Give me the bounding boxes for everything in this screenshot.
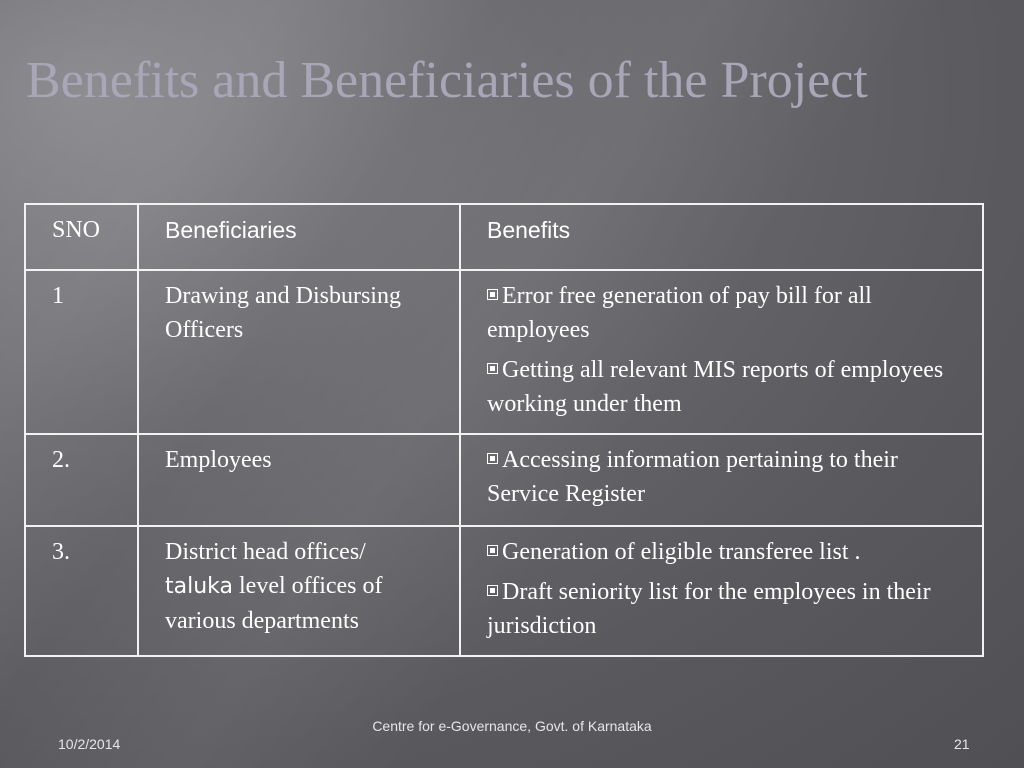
footer-organization: Centre for e-Governance, Govt. of Karnataka xyxy=(372,718,652,734)
beneficiary-text-taluka: taluka xyxy=(165,574,233,599)
benefit-item xyxy=(487,279,970,347)
beneficiaries-table xyxy=(24,203,982,639)
cell-beneficiary: Drawing and Disbursing Officers xyxy=(138,270,460,434)
cell-sno: 3. xyxy=(25,526,138,656)
cell-sno: 1 xyxy=(25,270,138,434)
square-bullet-icon xyxy=(487,453,498,464)
slide-title: Benefits and Beneficiaries of the Project xyxy=(26,52,868,109)
table-row xyxy=(25,270,983,434)
benefit-text: Generation of eligible transferee list . xyxy=(502,539,861,565)
header-benefits: Benefits xyxy=(460,204,983,270)
cell-sno: 2. xyxy=(25,434,138,526)
benefit-item xyxy=(487,443,970,511)
square-bullet-icon xyxy=(487,585,498,596)
square-bullet-icon xyxy=(487,363,498,374)
footer-date: 10/2/2014 xyxy=(58,736,121,752)
square-bullet-icon xyxy=(487,289,498,300)
cell-beneficiary: Employees xyxy=(138,434,460,526)
square-bullet-icon xyxy=(487,545,498,556)
beneficiary-text-part2: level offices of various departments xyxy=(165,573,383,634)
cell-beneficiary xyxy=(138,526,460,656)
benefit-item xyxy=(487,353,970,421)
benefit-item xyxy=(487,535,970,569)
cell-benefits xyxy=(460,270,983,434)
cell-benefits xyxy=(460,434,983,526)
benefit-text: Getting all relevant MIS reports of employees working under them xyxy=(487,357,944,417)
benefit-text: Accessing information pertaining to their Service Register xyxy=(487,447,898,507)
beneficiary-text-part1: District head offices/ xyxy=(165,539,366,565)
benefit-text: Error free generation of pay bill for all employees xyxy=(487,283,872,343)
cell-benefits xyxy=(460,526,983,656)
benefit-item xyxy=(487,575,970,643)
slide-number: 21 xyxy=(954,736,970,752)
table-row xyxy=(25,434,983,526)
header-sno: SNO xyxy=(25,204,138,270)
benefit-text: Draft seniority list for the employees in their jurisdiction xyxy=(487,579,931,639)
table-header-row xyxy=(25,204,983,270)
header-beneficiaries: Beneficiaries xyxy=(138,204,460,270)
table-row xyxy=(25,526,983,656)
